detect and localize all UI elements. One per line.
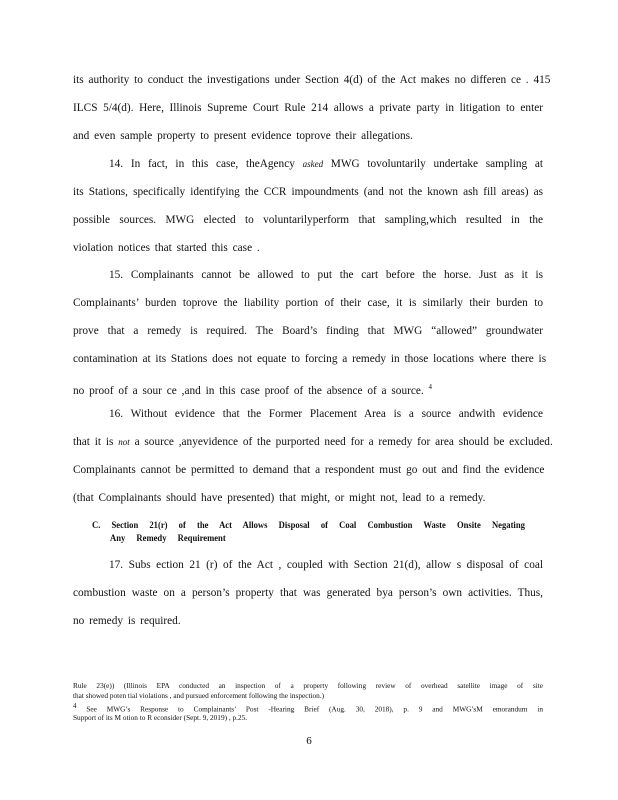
footnote-line: that showed poten tial violations , and pursued enforcement following the inspection.) [73,691,325,700]
paragraph-17-line: no remedy is required. [73,615,181,627]
paragraph-16-line: Complainants cannot be permitted to demand that a respondent must go out and find the evidence [73,464,545,476]
paragraph-15-line: no proof of a sour ce ,and in this case proof of the absence of a source. $^4$ [73,383,433,397]
footnote-line: Support of its M otion to R econsider (Sept. 9, 2019) , p.25. [73,713,248,722]
paragraph-15-line: contamination at its Stations does not equate to forcing a remedy in those locations where there is [73,353,547,365]
paragraph-16-line: 16. Without evidence that the Former Placement Area is a source andwith evidence [109,408,543,420]
paragraph-14-line: its Stations, specifically identifying the CCR impoundments (and not the known ash fill areas) as [73,186,543,198]
paragraph-15-line: Complainants’ burden toprove the liability portion of their case, it is similarly their burden to [73,297,543,309]
section-heading: C. Section 21(r) of the Act Allows Disposal of Coal Combustion Waste Onsite Negating [92,519,525,531]
footnote-ref: 4 [428,383,433,391]
footnote-line: $^4$ See MWG’s Response to Complainants’ Post -Hearing Brief (Aug. 30, 2018), p. 9 and MWG’sM emorandum in [73,702,543,714]
paragraph-14-line: 14. In fact, in this case, theAgency asked MWG tovoluntarily undertake sampling at [109,158,543,170]
footnote-marker: 4 [73,702,77,710]
body-line: and even sample property to present evidence toprove their allegations. [73,130,413,142]
page-number: 6 [306,735,312,747]
paragraph-14-line: possible sources. MWG elected to voluntarilyperform that sampling,which resulted in the [73,214,543,226]
footnote-line: Rule 23(e)) (Illinois EPA conducted an inspection of a property following review of overhead satellite image of site [73,681,543,690]
section-heading: Any Remedy Requirement [110,532,226,544]
body-line: its authority to conduct the investigations under Section 4(d) of the Act makes no differen ce . 415 [73,74,551,86]
body-line: ILCS 5/4(d). Here, Illinois Supreme Court Rule 214 allows a private party in litigation to enter [73,102,543,114]
paragraph-15-line: prove that a remedy is required. The Board’s finding that MWG “allowed” groundwater [73,325,543,337]
paragraph-16-line: (that Complainants should have presented) that might, or might not, lead to a remedy. [73,492,486,504]
paragraph-15-line: 15. Complainants cannot be allowed to put the cart before the horse. Just as it is [109,269,543,281]
paragraph-17-line: 17. Subs ection 21 (r) of the Act , coupled with Section 21(d), allow s disposal of coal [109,559,543,571]
paragraph-16-line: that it is not a source ,anyevidence of the purported need for a remedy for area should be excluded. [73,436,553,448]
paragraph-17-line: combustion waste on a person’s property that was generated bya person’s own activities. Thus, [73,587,543,599]
paragraph-14-line: violation notices that started this case . [73,242,260,254]
